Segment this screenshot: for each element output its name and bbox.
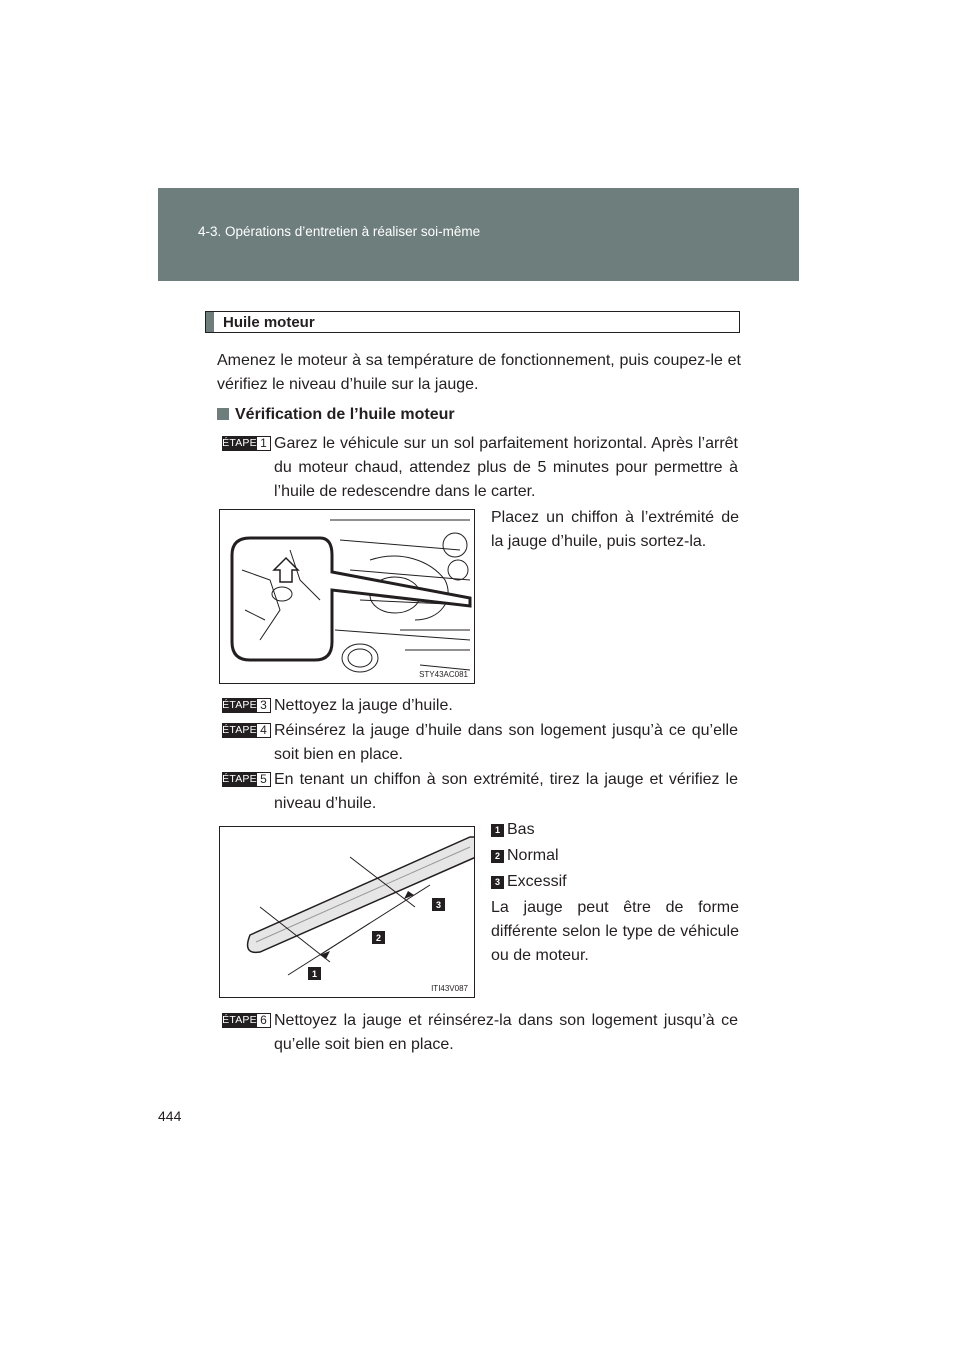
intro-text: Amenez le moteur à sa température de fonctionnement, puis coupez-le et vérifiez le niveau d’huile sur la jauge.	[217, 352, 741, 393]
step-5-text: En tenant un chiffon à son extrémité, tirez la jauge et vérifiez le niveau d’huile.	[274, 771, 738, 812]
legend-number: 3	[491, 876, 504, 889]
dipstick-figure	[219, 826, 475, 998]
step-number: 1	[257, 436, 271, 451]
legend-label: Excessif	[507, 873, 567, 890]
step-label: ÉTAPE	[222, 724, 257, 736]
section-bar	[206, 312, 214, 332]
step-label: ÉTAPE	[222, 699, 257, 711]
legend-label: Bas	[507, 821, 535, 838]
step-badge-1	[222, 436, 272, 451]
legend-item-2	[491, 847, 559, 865]
step-badge-5	[222, 772, 272, 787]
step-number: 4	[257, 723, 271, 738]
step-number: 6	[257, 1013, 271, 1028]
step-number: 5	[257, 772, 271, 787]
legend-item-1	[491, 821, 535, 839]
step-2-text: Placez un chiffon à l’extrémité de la jauge d’huile, puis sortez-la.	[491, 509, 739, 550]
section-title: Huile moteur	[223, 314, 315, 331]
step-1-text: Garez le véhicule sur un sol parfaitement horizontal. Après l’arrêt du moteur chaud, attendez plus de 5 minutes pour permettre à l’huile de redescendre dans le carter.	[274, 435, 738, 500]
step-6-text: Nettoyez la jauge et réinsérez-la dans son logement jusqu’à ce qu’elle soit bien en place.	[274, 1012, 738, 1053]
svg-text:2: 2	[375, 933, 382, 943]
step-label: ÉTAPE	[222, 437, 257, 449]
figure-code: ITI43V087	[431, 984, 468, 993]
square-bullet-icon	[217, 408, 229, 420]
figure-code: STY43AC081	[419, 670, 468, 679]
step-3-text: Nettoyez la jauge d’huile.	[274, 697, 453, 714]
legend-item-3	[491, 873, 567, 891]
step-badge-6	[222, 1013, 272, 1028]
subheading	[217, 406, 455, 424]
legend-note: La jauge peut être de forme différente selon le type de véhicule ou de moteur.	[491, 899, 739, 964]
svg-text:1: 1	[311, 969, 318, 979]
section-heading	[205, 311, 740, 333]
engine-illustration	[220, 510, 475, 684]
legend-number: 2	[491, 850, 504, 863]
step-label: ÉTAPE	[222, 1014, 257, 1026]
svg-text:3: 3	[435, 900, 442, 910]
legend-number: 1	[491, 824, 504, 837]
legend-label: Normal	[507, 847, 559, 864]
dipstick-illustration	[220, 827, 475, 998]
step-number: 3	[257, 698, 271, 713]
subheading-text: Vérification de l’huile moteur	[235, 406, 455, 423]
step-badge-3	[222, 698, 272, 713]
engine-figure	[219, 509, 475, 684]
step-4-text: Réinsérez la jauge d’huile dans son logement jusqu’à ce qu’elle soit bien en place.	[274, 722, 738, 763]
step-badge-4	[222, 723, 272, 738]
page-number: 444	[158, 1108, 182, 1124]
step-label: ÉTAPE	[222, 773, 257, 785]
chapter-header	[158, 188, 799, 281]
chapter-title: 4-3. Opérations d’entretien à réaliser soi-même	[198, 224, 481, 239]
